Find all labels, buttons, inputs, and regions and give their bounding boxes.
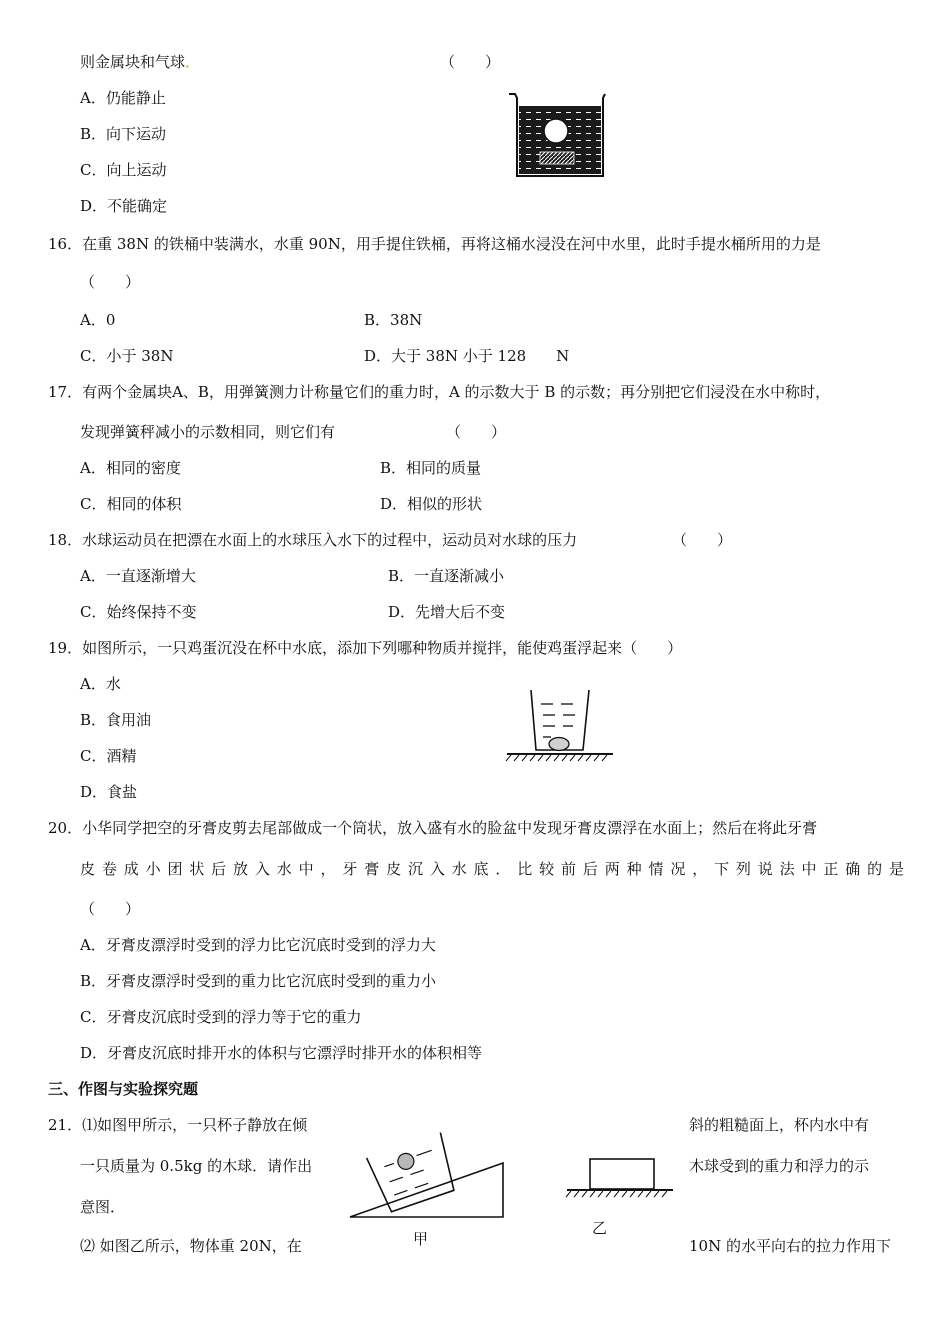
q20-option-a: A．牙膏皮漂浮时受到的浮力比它沉底时受到的浮力大	[80, 936, 436, 954]
q19-option-c: C．酒精	[80, 747, 137, 765]
q16-stem: 16．在重 38N 的铁桶中装满水，水重 90N，用手提住铁桶，再将这桶水浸没在河中水里，此时手提水桶所用的力是	[48, 235, 821, 253]
figure-yi-label: 乙	[592, 1219, 608, 1237]
q18-option-a: A．一直逐渐增大	[80, 567, 196, 585]
q16-option-a: A．0	[80, 311, 116, 329]
q17-stem-line1: 17．有两个金属块A、B，用弹簧测力计称量它们的重力时，A 的示数大于 B 的示数；再分别把它们浸没在水中称时，	[48, 383, 831, 401]
q18-option-d: D．先增大后不变	[388, 603, 506, 621]
q18-option-b: B．一直逐渐减小	[388, 567, 505, 585]
q21-line2-left: 一只质量为 0.5kg 的木球．请作出	[80, 1157, 313, 1175]
q15-option-b: B．向下运动	[80, 125, 167, 143]
q16-option-d: D．大于 38N 小于 128 N	[364, 347, 570, 365]
q20-option-d: D．牙膏皮沉底时排开水的体积与它漂浮时排开水的体积相等	[80, 1044, 483, 1062]
q17-option-a: A．相同的密度	[80, 459, 181, 477]
q15-option-d: D．不能确定	[80, 197, 168, 215]
q15-option-c: C．向上运动	[80, 161, 167, 179]
q19-option-a: A．水	[80, 675, 121, 693]
q17-option-d: D．相似的形状	[380, 495, 483, 513]
q18-option-c: C．始终保持不变	[80, 603, 197, 621]
q19-option-d: D．食盐	[80, 783, 138, 801]
q15-answer-paren: （ ）	[440, 53, 501, 71]
balloon-icon	[544, 119, 568, 143]
wood-ball-icon	[396, 1151, 416, 1171]
q20-option-c: C．牙膏皮沉底时受到的浮力等于它的重力	[80, 1008, 362, 1026]
beaker-balloon-figure	[505, 88, 615, 183]
q17-answer-paren: （ ）	[446, 423, 507, 441]
q21-line4-left: ⑵ 如图乙所示，物体重 20N，在	[80, 1237, 302, 1255]
section-3-title: 三、作图与实验探究题	[48, 1080, 199, 1098]
q17-option-c: C．相同的体积	[80, 495, 182, 513]
q15-stem-tail: 则金属块和气球．	[80, 53, 201, 71]
q16-answer-paren: （ ）	[80, 273, 141, 291]
egg-icon	[549, 738, 569, 751]
q17-stem-line2: 发现弹簧秤减小的示数相同，则它们有	[80, 423, 336, 441]
q21-line2-right: 木球受到的重力和浮力的示	[689, 1157, 870, 1175]
metal-block-icon	[540, 152, 574, 164]
q16-option-c: C．小于 38N	[80, 347, 174, 365]
q18-answer-paren: （ ）	[672, 531, 733, 549]
q21-line3-left: 意图．	[80, 1198, 126, 1216]
q21-line1-right: 斜的粗糙面上，杯内水中有	[689, 1116, 870, 1134]
cup-egg-figure	[505, 688, 615, 763]
q19-option-b: B．食用油	[80, 711, 152, 729]
q21-line4-right: 10N 的水平向右的拉力作用下	[689, 1237, 891, 1255]
q20-stem-line2: 皮卷成小团状后放入水中，牙膏皮沉入水底．比较前后两种情况，下列说法中正确的是	[80, 860, 904, 878]
q18-stem: 18．水球运动员在把漂在水面上的水球压入水下的过程中，运动员对水球的压力	[48, 531, 578, 549]
q17-option-b: B．相同的质量	[380, 459, 482, 477]
block-icon	[590, 1159, 654, 1189]
q20-answer-paren: （ ）	[80, 900, 141, 918]
q21-line1-left: 21．⑴如图甲所示，一只杯子静放在倾	[48, 1116, 308, 1134]
q20-stem-line1: 20．小华同学把空的牙膏皮剪去尾部做成一个筒状，放入盛有水的脸盆中发现牙膏皮漂浮在水面上；然后在将此牙膏	[48, 819, 818, 837]
q20-option-b: B．牙膏皮漂浮时受到的重力比它沉底时受到的重力小	[80, 972, 437, 990]
q15-option-a: A．仍能静止	[80, 89, 166, 107]
q16-option-b: B．38N	[364, 311, 423, 329]
figure-yi-block	[565, 1155, 675, 1203]
figure-jia-label: 甲	[413, 1230, 429, 1248]
q19-stem: 19．如图所示，一只鸡蛋沉没在杯中水底，添加下列哪种物质并搅拌，能使鸡蛋浮起来（ ）	[48, 639, 683, 657]
figure-jia-incline	[348, 1140, 508, 1222]
